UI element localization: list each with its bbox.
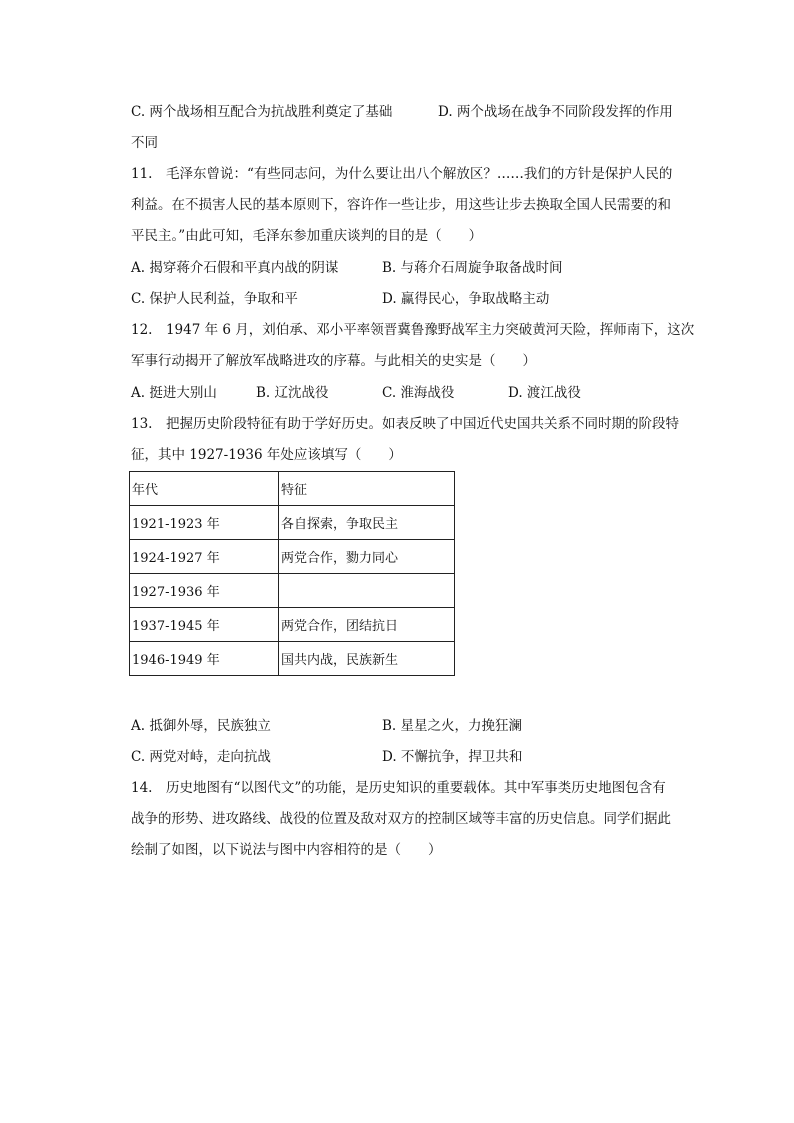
q10-option-d-continuation: 不同 (131, 135, 158, 151)
q11-stem-line-3: 平民主。”由此可知，毛泽东参加重庆谈判的目的是（ ） (131, 228, 483, 244)
table-row (130, 574, 455, 608)
q13-stem-line-1: 13. 把握历史阶段特征有助于学好历史。如表反映了中国近代史国共关系不同时期的阶段特 (131, 416, 679, 432)
q11-option-c: C. 保护人民利益，争取和平 (131, 291, 298, 307)
q10-option-c: C. 两个战场相互配合为抗战胜利奠定了基础 (131, 104, 393, 120)
q10-option-d: D. 两个战场在战争不同阶段发挥的作用 (438, 104, 673, 120)
q11-option-d: D. 赢得民心，争取战略主动 (382, 291, 550, 307)
q12-option-c: C. 淮海战役 (382, 385, 455, 401)
table-header-row (130, 472, 455, 506)
table-cell-period: 1927-1936 年 (130, 574, 279, 608)
q13-table (129, 471, 455, 676)
q13-stem-line-2: 征，其中 1927-1936 年处应该填写（ ） (131, 447, 402, 463)
q14-stem-line-3: 绘制了如图，以下说法与图中内容相符的是（ ） (131, 842, 442, 858)
table-cell-feature-blank (279, 574, 455, 608)
q13-option-c: C. 两党对峙，走向抗战 (131, 749, 271, 765)
table-row (130, 642, 455, 676)
table-row (130, 506, 455, 540)
q11-option-a: A. 揭穿蒋介石假和平真内战的阴谋 (131, 260, 339, 276)
q13-option-d: D. 不懈抗争，捍卫共和 (382, 749, 523, 765)
q13-option-b: B. 星星之火，力挽狂澜 (382, 718, 523, 734)
q12-option-d: D. 渡江战役 (508, 385, 581, 401)
table-header-cell: 年代 (130, 472, 279, 506)
q11-stem-line-1: 11. 毛泽东曾说：“有些同志问，为什么要让出八个解放区？……我们的方针是保护人民的 (131, 166, 673, 182)
table-row (130, 540, 455, 574)
q13-option-a: A. 抵御外辱，民族独立 (131, 718, 271, 734)
table-cell-feature: 两党合作，团结抗日 (279, 608, 455, 642)
table-cell-period: 1946-1949 年 (130, 642, 279, 676)
table-cell-feature: 各自探索，争取民主 (279, 506, 455, 540)
q14-stem-line-1: 14. 历史地图有“以图代文”的功能，是历史知识的重要载体。其中军事类历史地图包含有 (131, 780, 666, 796)
table-cell-period: 1921-1923 年 (130, 506, 279, 540)
q12-stem-line-1: 12. 1947 年 6 月，刘伯承、邓小平率领晋冀鲁豫野战军主力突破黄河天险，挥师南下，这次 (131, 322, 695, 338)
q14-stem-line-2: 战争的形势、进攻路线、战役的位置及敌对双方的控制区域等丰富的历史信息。同学们据此 (131, 811, 671, 827)
q12-stem-line-2: 军事行动揭开了解放军战略进攻的序幕。与此相关的史实是（ ） (131, 353, 536, 369)
q11-stem-line-2: 利益。在不损害人民的基本原则下，容许作一些让步，用这些让步去换取全国人民需要的和 (131, 197, 671, 213)
q11-option-b: B. 与蒋介石周旋争取备战时间 (382, 260, 563, 276)
table-cell-period: 1924-1927 年 (130, 540, 279, 574)
table-row (130, 608, 455, 642)
table-cell-period: 1937-1945 年 (130, 608, 279, 642)
q12-option-a: A. 挺进大别山 (131, 385, 217, 401)
q12-option-b: B. 辽沈战役 (256, 385, 329, 401)
table-header-cell: 特征 (279, 472, 455, 506)
table-cell-feature: 国共内战，民族新生 (279, 642, 455, 676)
table-cell-feature: 两党合作，勠力同心 (279, 540, 455, 574)
